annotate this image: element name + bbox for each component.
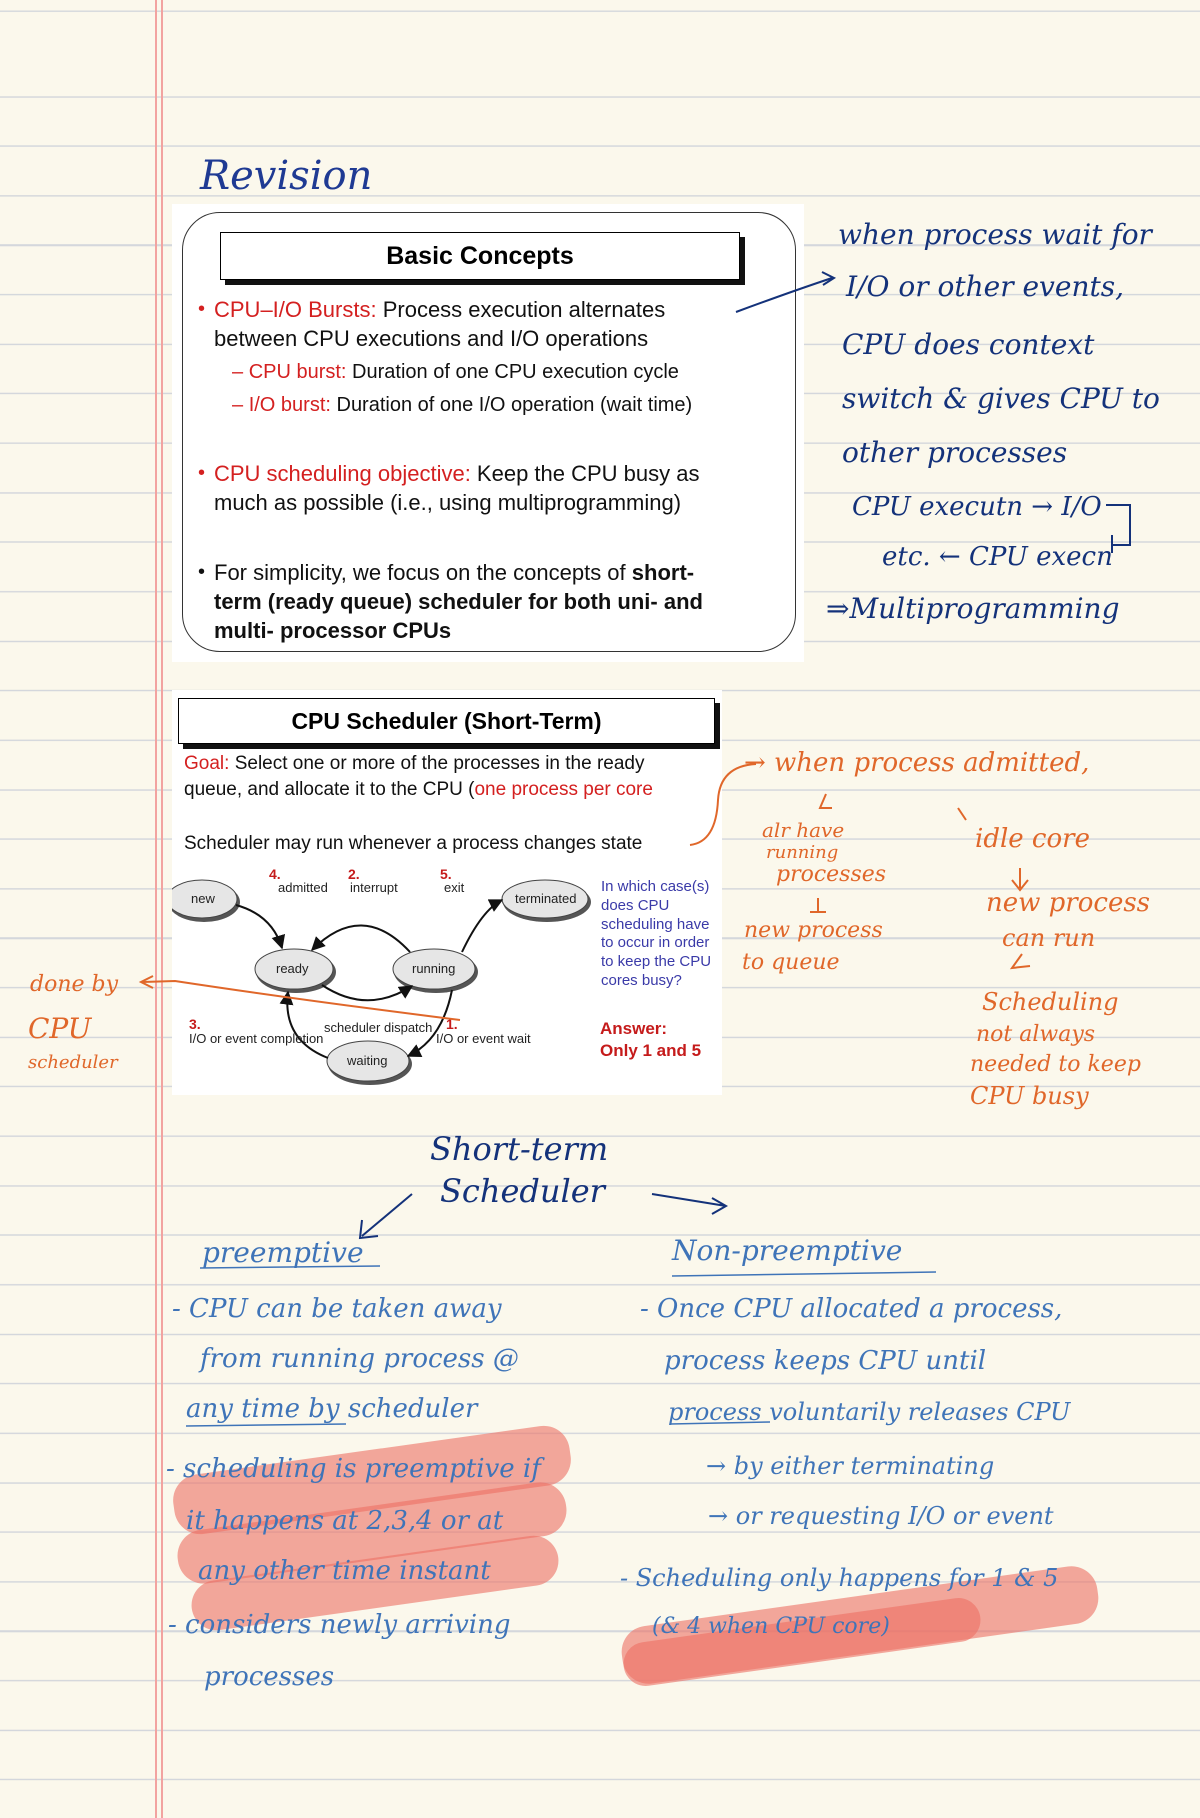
nonpreemptive-title: Non-preemptive [672,1234,903,1267]
note-right-3: CPU does context [842,328,1095,361]
transition-number-admitted: 4. [269,866,281,882]
blue-arrow-preemptive [360,1194,412,1238]
question-line: does CPU [601,896,670,914]
question-line: scheduling have [601,915,710,933]
preemptive-title: preemptive [202,1236,364,1269]
note-conclusion-3: needed to keep [970,1052,1141,1077]
question-line: to keep the CPU [601,953,712,970]
note-right-branch: idle core [975,824,1090,854]
transition-exit: exit [444,880,465,895]
transition-dispatch: scheduler dispatch [324,1020,433,1035]
note-right-1: when process wait for [838,218,1152,251]
bullet-text: For simplicity, we focus on the concepts of [214,560,632,585]
scheduler-run-line: Scheduler may run whenever a process changes state [184,833,643,854]
transition-number-exit: 5. [440,866,452,882]
note-left-branch-3: processes [776,862,887,887]
preemptive-line-3: any time by scheduler [186,1394,478,1424]
dash-glyph: – [232,394,244,416]
term-cpu-burst: CPU burst: [248,361,347,383]
goal-red-text: one process per core [474,779,653,800]
nonpreemptive-line-3: process voluntarily releases CPU [668,1398,1071,1426]
note-right-2: I/O or other events, [846,270,1125,303]
transition-number-interrupt: 2. [348,866,360,882]
note-left-margin-1: done by [30,972,119,997]
state-label-ready: ready [276,961,309,976]
orange-down-right-2 [1012,954,1030,968]
short-term-title: Short-term [430,1130,609,1168]
nonpreemptive-line-6: - Scheduling only happens for 1 & 5 [620,1564,1059,1592]
nonpreemptive-line-2: process keeps CPU until [664,1346,987,1376]
term-scheduling-objective: CPU scheduling objective: [214,461,471,486]
goal-text: Select one or more of the processes in the ready [229,753,645,774]
note-right-5: other processes [842,436,1068,469]
preemptive-line-4: - scheduling is preemptive if [166,1454,541,1484]
blue-bracket [1106,505,1130,553]
term-io-burst: I/O burst: [248,394,331,416]
transition-number-io-completion: 3. [189,1016,201,1032]
orange-arrow-done-by [143,981,460,1020]
note-admitted: → when process admitted, [744,748,1090,778]
sub-text: Duration of one I/O operation (wait time) [330,394,693,416]
transition-number-io-wait: 1. [446,1016,458,1032]
bullet-text: Keep the CPU busy as [470,461,700,486]
term-goal: Goal: [184,753,230,774]
question-line: cores busy? [601,971,682,989]
transition-io-wait: I/O or event wait [436,1031,531,1046]
term-cpu-io-bursts: CPU–I/O Bursts: [214,297,377,322]
note-right-8: ⇒Multiprogramming [826,592,1120,625]
slide-title: Basic Concepts [220,232,740,280]
bullet-text-line2: much as possible (i.e., using multiprogramming) [214,490,682,515]
bullet-glyph: • [198,561,206,583]
note-conclusion-4: CPU busy [970,1082,1089,1110]
blue-arrow-to-note [736,278,832,312]
note-conclusion-2: not always [976,1022,1096,1047]
orange-down-right [1012,868,1028,890]
note-right-4: switch & gives CPU to [842,382,1160,415]
bullet-text-line2: term (ready queue) scheduler for both uni- and [214,589,703,614]
nonpreemptive-line-1: - Once CPU allocated a process, [640,1294,1063,1324]
nonpreemptive-line-4: → by either terminating [706,1452,995,1480]
nonpreemptive-line-5: → or requesting I/O or event [708,1502,1054,1530]
scheduler-title: Scheduler [440,1172,605,1210]
transition-io-completion: I/O or event completion [189,1031,324,1046]
note-left-result-2: to queue [742,950,840,975]
bullet-text: Process execution alternates [376,297,666,322]
answer-value: Only 1 and 5 [600,1041,702,1061]
preemptive-line-2: from running process @ [200,1344,519,1374]
dash-glyph: – [232,361,244,383]
underline-nonpreemptive [672,1272,936,1276]
state-label-waiting: waiting [347,1053,388,1068]
state-label-running: running [412,961,456,976]
preemptive-line-7: - considers newly arriving [168,1610,511,1640]
transition-interrupt: interrupt [350,880,398,895]
slide-title: CPU Scheduler (Short-Term) [178,698,715,744]
note-right-result-2: can run [1002,924,1096,952]
question-line: In which case(s) [601,878,710,895]
note-left-result-1: new process [744,918,883,943]
orange-tick-left [820,794,832,808]
note-right-6: CPU executn → I/O [852,492,1102,522]
note-left-margin-2: CPU [28,1012,92,1045]
state-label-new: new [191,891,215,906]
blue-arrow-nonpreemptive [652,1194,726,1214]
note-conclusion-1: Scheduling [982,988,1119,1016]
goal-text: queue, and allocate it to the CPU ( [184,779,475,800]
bullet-text-line3: multi- processor CPUs [214,618,452,643]
preemptive-line-8: processes [204,1662,335,1692]
bullet-glyph: • [198,462,206,484]
bullet-glyph: • [198,298,206,320]
state-label-terminated: terminated [515,891,577,906]
bullet-text-bold: short- [631,560,695,585]
note-left-branch-2: running [766,842,839,863]
answer-label: Answer: [600,1019,668,1038]
revision-heading: Revision [200,153,373,199]
orange-tick-right [958,808,966,820]
preemptive-line-1: - CPU can be taken away [172,1294,502,1324]
preemptive-line-6: any other time instant [198,1556,491,1586]
preemptive-line-5: it happens at 2,3,4 or at [186,1506,504,1536]
note-right-result-1: new process [986,888,1151,918]
note-right-7: etc. ← CPU execn [882,542,1113,572]
nonpreemptive-line-7: (& 4 when CPU core) [652,1614,890,1639]
orange-down-left [810,898,826,912]
sub-text: Duration of one CPU execution cycle [346,361,679,383]
note-left-margin-3: scheduler [28,1052,118,1073]
bullet-text-line2: between CPU executions and I/O operations [214,326,649,351]
transition-admitted: admitted [278,880,328,895]
question-line: to occur in order [601,934,710,952]
note-left-branch-1: alr have [762,818,845,842]
